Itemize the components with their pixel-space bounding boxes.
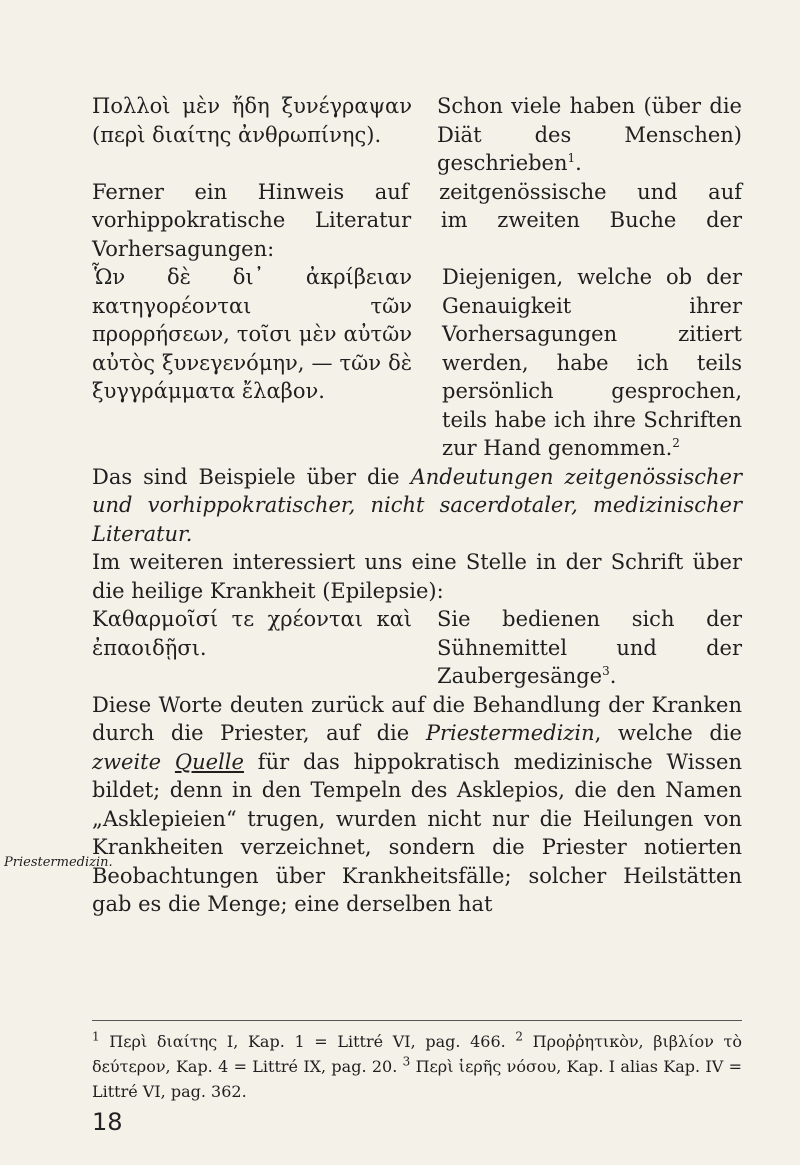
bilingual-block-3 [92, 605, 742, 691]
paragraph-priestermedizin [92, 691, 742, 919]
pm-zweite: zweite [92, 749, 162, 774]
footnote-ref-1: 1 [567, 151, 576, 165]
german-text-3: Sie bedienen sich der Sühnemittel und der Zaubergesänge [437, 607, 742, 688]
footnote-ref-2: 2 [672, 436, 680, 450]
paragraph-beispiele [92, 463, 742, 549]
paragraph-heilige-krankheit: Im weiteren interessiert uns eine Stelle in der Schrift über die heilige Krankheit (Epilepsie): [92, 550, 742, 603]
bilingual-block-1 [92, 92, 742, 178]
footnotes [92, 1020, 742, 1104]
footnote-num-1: 1 [92, 1029, 100, 1044]
german-translation-2 [442, 263, 742, 463]
greek-quote-2: Ὧν δὲ δι᾽ ἀκρίβειαν κατηγορέονται τῶν προρρήσεων, τοῖσι μὲν αὐτῶν αὐτὸς ξυνεγενόμην, — τῶν δὲ ξυγγράμματα ἔλαβον. [92, 265, 412, 403]
footnote-1 [92, 1029, 506, 1051]
margin-note: Priestermedizin. [4, 855, 113, 870]
paragraph-vorhersagungen: Ferner ein Hinweis auf zeitgenössische und auf vorhippokratische Literatur im zweiten Buche der Vorhersagungen: [92, 179, 742, 261]
beispiele-text: Das sind Beispiele über die [92, 464, 411, 489]
pm-text-c: , welche die [594, 721, 742, 745]
footnote-ref-3: 3 [602, 664, 610, 678]
pm-text-a: Diese Worte deuten zurück auf die Behandlung der Kranken durch die Priester, auf die [92, 692, 742, 745]
main-text [92, 92, 742, 919]
greek-quote-3: Καθαρμοῖσί τε χρέονται καὶ ἐπαοιδῇσι. [92, 607, 412, 660]
page-number: 18 [92, 1108, 123, 1136]
german-text-2: Diejenigen, welche ob der Genauigkeit ihrer Vorhersagungen zitiert werden, habe ich teils persönlich gesprochen, teils habe ich ihre Schriften zur Hand genommen. [442, 265, 742, 460]
pm-term: Priestermedizin [425, 721, 595, 745]
german-translation-3: Sie bedienen sich der Sühnemittel und der Zaubergesänge$^3$. [437, 607, 742, 688]
footnote-text-3: Περὶ ἱερῆς νόσου, Kap. I alias Kap. IV = Littré VI, pag. 362. [92, 1057, 742, 1101]
german-text-1: Schon viele haben (über die Diät des Menschen) geschrieben [437, 94, 742, 175]
pm-quelle: Quelle [174, 749, 244, 774]
greek-quote-1: Πολλοὶ μὲν ἤδη ξυνέγραψαν (περὶ διαίτης ἀνθρωπίνης). [92, 94, 412, 147]
footnote-num-3: 3 [402, 1054, 411, 1069]
footnote-num-2: 2 [515, 1029, 524, 1044]
footnote-text-1: Περὶ διαίτης I, Kap. 1 = Littré VI, pag. 466. [109, 1032, 506, 1051]
german-translation-1: Schon viele haben (über die Diät des Menschen) geschrieben$^1$. [437, 94, 742, 175]
footnote-text-2: Προῤῥητικὸν, βιβλίον τὸ δεύτερον, Kap. 4 = Littré IX, pag. 20. [92, 1032, 742, 1076]
pm-text-f: für das hippokratisch medizinische Wissen bildet; denn in den Tempeln des Asklepios, die den Namen „Asklepieien“ trugen, wurden nicht nur die Heilungen von Krankheiten verzeichnet, sondern die Priester notierten Beobachtungen über Krankheitsfälle; solcher Heilstätten gab es die Menge; eine derselben hat [92, 749, 742, 916]
bilingual-block-2 [92, 263, 742, 463]
beispiele-italic: Andeutungen zeitgenössischer und vorhippokratischer, nicht sacerdotaler, medizinischer Literatur. [92, 464, 742, 546]
